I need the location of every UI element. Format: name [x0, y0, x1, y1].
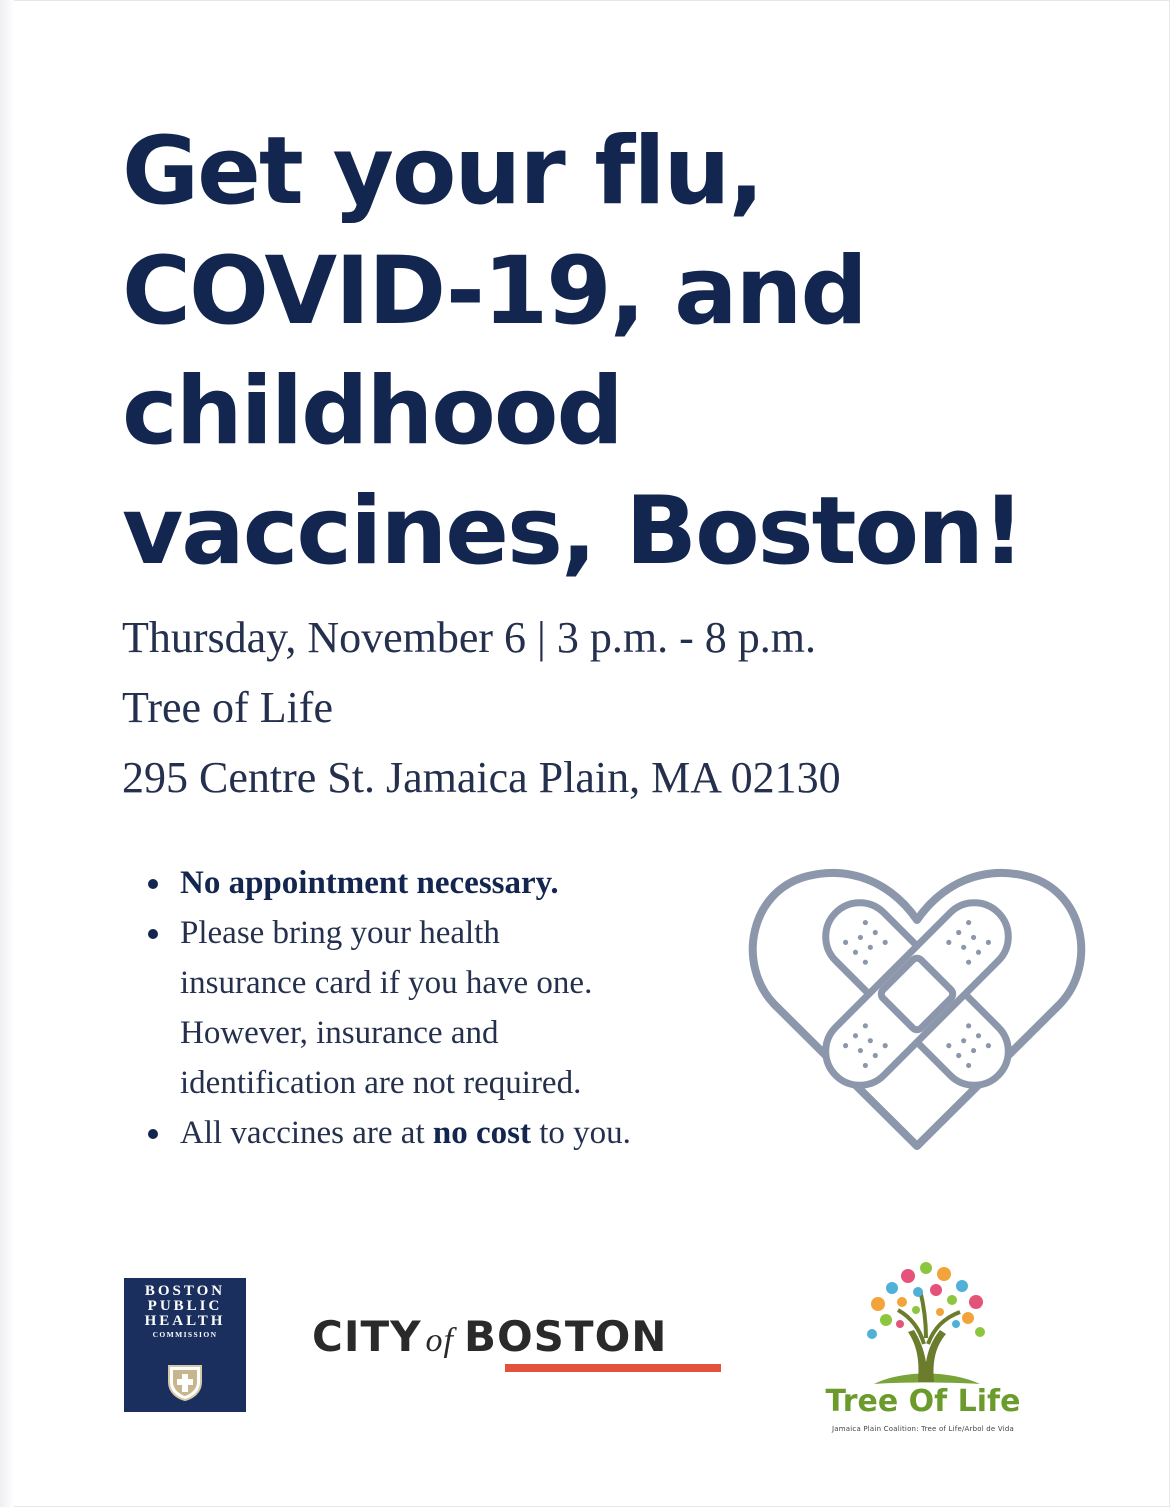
headline-line-3: childhood — [122, 357, 622, 466]
info-list — [146, 858, 726, 1158]
headline-line-1: Get your flu, — [122, 117, 763, 226]
tree-of-life-title: Tree Of Life — [825, 1384, 1021, 1419]
shield-icon — [166, 1362, 204, 1402]
page-edge — [0, 0, 14, 1507]
city-of-boston-logo: CITY of BOSTON — [312, 1312, 668, 1361]
headline-line-4: vaccines, Boston! — [122, 477, 1023, 586]
tree-of-life-subtitle: Jamaica Plain Coalition: Tree of Life/Arbol de Vida — [832, 1425, 1014, 1433]
bphc-logo: BOSTON PUBLIC HEALTH COMMISSION — [124, 1278, 246, 1412]
event-venue: Tree of Life — [122, 683, 333, 732]
event-date-time: Thursday, November 6 | 3 p.m. - 8 p.m. — [122, 613, 816, 662]
headline-line-2: COVID-19, and — [122, 237, 866, 346]
list-item: All vaccines are at no cost to you. — [146, 1108, 726, 1158]
list-item: Please bring your health insurance card if you have one. However, insurance and identification are not required. — [146, 908, 726, 1108]
list-item: No appointment necessary. — [146, 858, 726, 908]
event-address: 295 Centre St. Jamaica Plain, MA 02130 — [122, 753, 841, 802]
heart-with-crossed-bandages-icon — [744, 860, 1090, 1154]
city-logo-underline — [505, 1364, 721, 1372]
headline — [122, 112, 1132, 592]
